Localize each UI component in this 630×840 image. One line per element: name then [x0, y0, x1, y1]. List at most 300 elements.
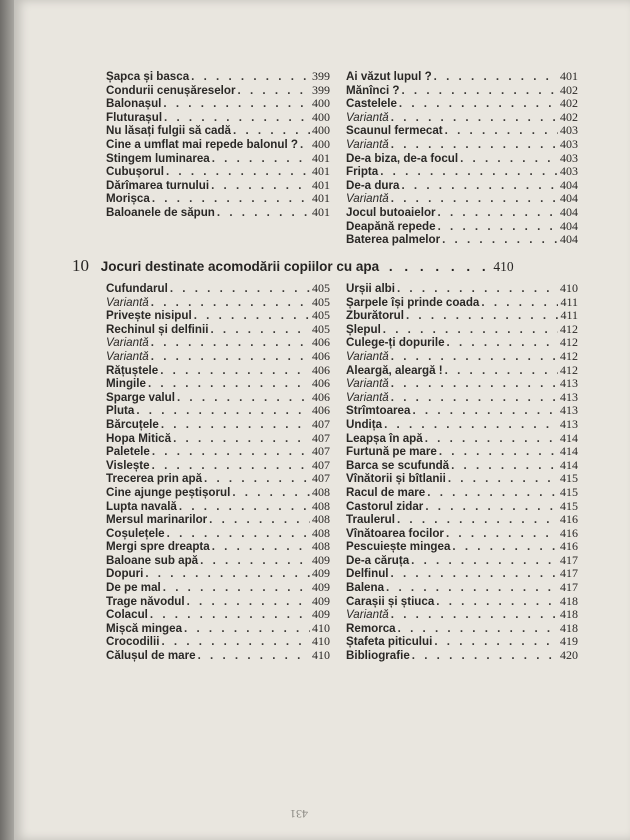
toc-entry-page: 416 [560, 525, 578, 540]
toc-entry-page: 413 [560, 376, 578, 391]
toc-column-bottom-left [106, 282, 330, 663]
toc-entry-title: Condurii cenușăreselor [106, 83, 236, 97]
toc-dot-leader [399, 97, 558, 111]
toc-dot-leader [210, 323, 310, 337]
toc-entry-page: 414 [560, 430, 578, 445]
toc-entry-page: 405 [312, 281, 330, 295]
toc-dot-leader [391, 391, 558, 405]
toc-entry-title: Sparge valul [106, 390, 175, 404]
toc-entry-title: Vislește [106, 458, 150, 472]
toc-entry [346, 220, 578, 234]
toc-dot-leader [386, 581, 558, 595]
toc-entry-page: 402 [560, 109, 578, 124]
toc-entry-title: Pescuiește mingea [346, 540, 451, 554]
toc-entry-title: Bărcuțele [106, 417, 159, 431]
toc-entry [346, 418, 578, 432]
toc-entry [346, 486, 578, 500]
toc-entry-page: 406 [312, 348, 330, 363]
toc-entry-page: 411 [560, 308, 578, 323]
toc-entry-page: 402 [560, 82, 578, 97]
toc-entry [346, 296, 578, 310]
toc-entry [106, 404, 330, 418]
toc-entry-page: 419 [560, 634, 578, 649]
toc-entry-title: Delfinul [346, 567, 389, 581]
toc-dot-leader [163, 97, 310, 111]
toc-dot-leader [439, 445, 558, 459]
toc-entry-title: Dărîmarea turnului [106, 178, 210, 192]
toc-entry-title: Variantă [106, 295, 149, 309]
section-number: 10 [72, 256, 89, 275]
toc-entry [106, 445, 330, 459]
toc-dot-leader [200, 554, 310, 568]
toc-entry-page: 412 [560, 335, 578, 350]
toc-entry-title: Variantă [346, 608, 389, 622]
toc-entry [346, 540, 578, 554]
toc-dot-leader [438, 206, 558, 220]
toc-dot-leader [151, 350, 310, 364]
toc-entry [346, 404, 578, 418]
toc-entry [106, 152, 330, 166]
toc-entry [346, 649, 578, 663]
toc-entry-title: Șarpele își prinde coada [346, 295, 480, 309]
toc-dot-leader [184, 622, 310, 636]
toc-entry-title: Barca se scufundă [346, 458, 450, 472]
toc-dot-leader [209, 513, 310, 527]
toc-entry [346, 309, 578, 323]
toc-entry-title: Traulerul [346, 513, 395, 527]
toc-entry-title: De pe mal [106, 581, 161, 595]
toc-entry-title: Paletele [106, 445, 150, 459]
toc-entry [346, 554, 578, 568]
toc-entry [106, 97, 330, 111]
toc-entry-title: Variantă [346, 192, 389, 206]
toc-dot-leader [425, 432, 558, 446]
toc-dot-leader [152, 192, 310, 206]
toc-dot-leader [179, 500, 310, 514]
book-spine-shadow [0, 0, 14, 840]
toc-entry-title: Dopuri [106, 567, 144, 581]
toc-entry-page: 417 [560, 552, 578, 567]
toc-entry-title: Ai văzut lupul ? [346, 70, 432, 83]
toc-dot-leader [152, 445, 310, 459]
toc-dot-leader [383, 323, 558, 337]
toc-entry-page: 404 [560, 232, 578, 247]
toc-entry-page: 407 [312, 444, 330, 459]
toc-entry-page: 406 [312, 362, 330, 377]
toc-entry-title: Trecerea prin apă [106, 472, 203, 486]
toc-entry-page: 401 [560, 69, 578, 83]
toc-dot-leader [384, 418, 558, 432]
toc-entry-title: Hopa Mitică [106, 431, 172, 445]
toc-dot-leader [391, 138, 558, 152]
toc-entry [346, 111, 578, 125]
toc-dot-leader [438, 220, 558, 234]
toc-entry [346, 192, 578, 206]
toc-entry-title: Bibliografie [346, 649, 410, 663]
toc-entry [346, 377, 578, 391]
toc-entry-title: Urșii albi [346, 282, 395, 295]
toc-entry-page: 413 [560, 403, 578, 418]
toc-entry-page: 406 [312, 389, 330, 404]
toc-dot-leader [398, 622, 558, 636]
toc-dot-leader [187, 595, 310, 609]
toc-entry [106, 472, 330, 486]
toc-entry [346, 472, 578, 486]
toc-entry-title: Variantă [346, 390, 389, 404]
toc-dot-leader [166, 165, 310, 179]
toc-dot-leader [232, 486, 310, 500]
section-title: Jocuri destinate acomodării copiilor cu apa [100, 259, 380, 274]
toc-entry [106, 391, 330, 405]
toc-entry [106, 111, 330, 125]
toc-entry [106, 418, 330, 432]
toc-entry-page: 400 [312, 96, 330, 111]
toc-entry-page: 401 [312, 204, 330, 219]
toc-dot-leader [391, 567, 558, 581]
toc-entry-title: Cubușorul [106, 165, 164, 179]
toc-entry-title: Culege-ți dopurile [346, 336, 445, 350]
toc-entry-page: 418 [560, 593, 578, 608]
toc-entry [106, 635, 330, 649]
toc-dot-leader [448, 472, 558, 486]
toc-entry-title: Rățuștele [106, 363, 159, 377]
toc-entry-title: Zburătorul [346, 309, 404, 323]
toc-dot-leader [411, 554, 558, 568]
toc-dot-leader [397, 282, 558, 296]
toc-entry-page: 408 [312, 539, 330, 554]
toc-dot-leader [145, 567, 310, 581]
toc-entry-title: Leapșa în apă [346, 431, 423, 445]
toc-entry-title: Vînătorii și bîtlanii [346, 472, 446, 486]
toc-dot-leader [161, 635, 310, 649]
toc-entry-title: Scaunul fermecat [346, 124, 443, 138]
toc-entry-title: Aleargă, aleargă ! [346, 363, 443, 377]
toc-entry-page: 403 [560, 150, 578, 165]
toc-dot-leader [177, 391, 310, 405]
toc-entry-page: 402 [560, 96, 578, 111]
toc-entry [106, 608, 330, 622]
toc-entry-page: 413 [560, 389, 578, 404]
toc-entry [346, 527, 578, 541]
toc-dot-leader [194, 309, 310, 323]
toc-entry-title: Balonașul [106, 97, 162, 111]
toc-entry-page: 410 [312, 634, 330, 649]
toc-entry-page: 412 [560, 321, 578, 336]
toc-dot-leader [164, 111, 310, 125]
toc-entry [346, 567, 578, 581]
toc-entry-title: Variantă [346, 110, 389, 124]
toc-entry [106, 282, 330, 296]
toc-entry-page: 412 [560, 348, 578, 363]
toc-entry-page: 408 [312, 484, 330, 499]
toc-entry-page: 406 [312, 376, 330, 391]
toc-entry-title: De-a căruța [346, 553, 410, 567]
toc-entry [106, 581, 330, 595]
toc-entry-title: Variantă [346, 137, 389, 151]
toc-entry-page: 400 [312, 136, 330, 151]
toc-dot-leader [211, 179, 310, 193]
toc-entry-title: Cine ajunge peștișorul [106, 485, 231, 499]
toc-entry-title: Baloanele de săpun [106, 205, 215, 219]
toc-dot-leader [447, 336, 558, 350]
toc-dot-leader [446, 527, 558, 541]
toc-entry-title: Mănînci ? [346, 83, 400, 97]
toc-entry-title: Variantă [106, 336, 149, 350]
toc-entry-title: Crocodilii [106, 635, 160, 649]
toc-entry-page: 401 [312, 177, 330, 192]
toc-dot-leader [445, 364, 558, 378]
toc-entry-page: 408 [312, 525, 330, 540]
section-heading [72, 256, 514, 276]
toc-entry [106, 192, 330, 206]
toc-entry-page: 401 [312, 191, 330, 206]
toc-entry [106, 364, 330, 378]
toc-entry-page: 409 [312, 552, 330, 567]
toc-entry-title: Castelele [346, 97, 397, 111]
toc-entry-page: 409 [312, 593, 330, 608]
toc-column-top-right [346, 70, 578, 247]
toc-entry-page: 414 [560, 444, 578, 459]
toc-entry [106, 309, 330, 323]
toc-entry-page: 407 [312, 430, 330, 445]
toc-entry [106, 377, 330, 391]
toc-entry-page: 407 [312, 471, 330, 486]
toc-entry [346, 282, 578, 296]
toc-entry-title: Călușul de mare [106, 649, 196, 663]
toc-entry-page: 409 [312, 607, 330, 622]
toc-dot-leader [233, 124, 310, 138]
toc-entry [106, 554, 330, 568]
toc-dot-leader [173, 432, 310, 446]
toc-entry-title: Cine a umflat mai repede balonul ? [106, 137, 298, 151]
toc-entry [106, 486, 330, 500]
toc-entry [106, 84, 330, 98]
toc-entry-title: Șlepul [346, 322, 381, 336]
toc-dot-leader [452, 540, 558, 554]
toc-entry [346, 323, 578, 337]
toc-entry [346, 635, 578, 649]
toc-entry-page: 400 [312, 123, 330, 138]
toc-entry [346, 391, 578, 405]
toc-entry-title: Baterea palmelor [346, 233, 441, 247]
toc-entry-title: Carașii și știuca [346, 594, 435, 608]
toc-dot-leader [425, 500, 558, 514]
toc-entry [106, 540, 330, 554]
toc-dot-leader [191, 70, 310, 84]
toc-entry [346, 445, 578, 459]
toc-entry-title: Pluta [106, 404, 135, 418]
toc-entry-title: Privește nisipul [106, 309, 192, 323]
toc-entry [346, 84, 578, 98]
toc-entry [106, 350, 330, 364]
toc-entry-page: 411 [560, 294, 578, 309]
toc-entry-page: 416 [560, 539, 578, 554]
toc-entry [346, 152, 578, 166]
toc-dot-leader [212, 152, 310, 166]
toc-entry-page: 406 [312, 335, 330, 350]
toc-entry [106, 323, 330, 337]
toc-dot-leader [391, 377, 558, 391]
toc-entry [346, 581, 578, 595]
toc-entry-title: Baloane sub apă [106, 553, 199, 567]
toc-entry-title: Remorca [346, 621, 396, 635]
toc-entry-page: 405 [312, 308, 330, 323]
toc-entry [346, 459, 578, 473]
toc-entry-title: Furtună pe mare [346, 445, 437, 459]
toc-dot-leader [391, 608, 558, 622]
toc-entry-page: 412 [560, 362, 578, 377]
toc-entry-page: 404 [560, 218, 578, 233]
toc-entry [346, 364, 578, 378]
toc-entry-page: 409 [312, 580, 330, 595]
toc-dot-leader [391, 111, 558, 125]
toc-dot-leader [212, 540, 310, 554]
toc-entry [106, 124, 330, 138]
toc-entry [106, 649, 330, 663]
toc-dot-leader [152, 459, 310, 473]
toc-entry-page: 415 [560, 471, 578, 486]
toc-entry-title: Rechinul și delfinii [106, 322, 209, 336]
toc-entry [346, 622, 578, 636]
toc-entry [346, 500, 578, 514]
toc-dot-leader [412, 404, 558, 418]
toc-entry-page: 407 [312, 457, 330, 472]
toc-entry-page: 407 [312, 416, 330, 431]
toc-entry-page: 408 [312, 498, 330, 513]
page-number: 431 [290, 807, 308, 821]
toc-entry [346, 179, 578, 193]
toc-entry-title: Mergi spre dreapta [106, 540, 210, 554]
section-page: 410 [493, 259, 514, 274]
toc-entry [106, 432, 330, 446]
toc-entry-page: 404 [560, 204, 578, 219]
toc-entry-title: Mișcă mingea [106, 621, 183, 635]
toc-entry [346, 233, 578, 247]
toc-dot-leader [151, 336, 310, 350]
toc-dot-leader [170, 282, 310, 296]
toc-entry [106, 513, 330, 527]
toc-entry-page: 403 [560, 123, 578, 138]
toc-dot-leader [300, 138, 310, 152]
toc-dot-leader [436, 595, 558, 609]
toc-entry-page: 400 [312, 109, 330, 124]
toc-entry [346, 595, 578, 609]
toc-entry [346, 124, 578, 138]
toc-entry-title: Jocul butoaielor [346, 205, 436, 219]
toc-dot-leader [148, 377, 310, 391]
toc-dot-leader [434, 635, 558, 649]
toc-entry [346, 97, 578, 111]
toc-entry-page: 420 [560, 648, 578, 663]
toc-dot-leader [151, 296, 310, 310]
toc-entry [106, 206, 330, 220]
toc-entry-title: Nu lăsați fulgii să cadă [106, 124, 231, 138]
toc-entry-title: Variantă [106, 349, 149, 363]
toc-dot-leader [442, 233, 558, 247]
toc-entry-page: 404 [560, 191, 578, 206]
toc-entry [106, 138, 330, 152]
toc-dot-leader [401, 84, 558, 98]
toc-entry [346, 206, 578, 220]
toc-entry-title: Morișca [106, 192, 150, 206]
toc-entry-title: Șapca și basca [106, 70, 190, 83]
toc-entry [106, 70, 330, 84]
toc-entry-title: Deapănă repede [346, 219, 436, 233]
toc-entry [106, 296, 330, 310]
toc-entry-title: Mingile [106, 377, 146, 391]
toc-entry-page: 415 [560, 484, 578, 499]
toc-entry-page: 418 [560, 607, 578, 622]
toc-entry-page: 415 [560, 498, 578, 513]
toc-dot-leader [434, 70, 558, 84]
toc-entry [106, 336, 330, 350]
toc-dot-leader [412, 649, 558, 663]
toc-dot-leader [401, 179, 558, 193]
toc-entry-page: 410 [312, 648, 330, 663]
toc-dot-leader [136, 404, 310, 418]
toc-entry-page: 410 [312, 620, 330, 635]
toc-entry-title: Undița [346, 417, 383, 431]
toc-entry-title: Colacul [106, 608, 148, 622]
toc-entry-page: 403 [560, 164, 578, 179]
toc-entry [106, 595, 330, 609]
toc-entry-page: 414 [560, 457, 578, 472]
toc-entry [346, 336, 578, 350]
toc-entry [106, 527, 330, 541]
toc-dot-leader [167, 527, 310, 541]
toc-entry-page: 408 [312, 512, 330, 527]
toc-entry-page: 406 [312, 403, 330, 418]
toc-entry-title: Coșulețele [106, 526, 165, 540]
toc-entry-page: 417 [560, 566, 578, 581]
toc-entry-title: De-a dura [346, 178, 400, 192]
toc-column-top-left [106, 70, 330, 220]
toc-entry-title: Variantă [346, 349, 389, 363]
toc-entry-page: 417 [560, 580, 578, 595]
toc-entry-page: 409 [312, 566, 330, 581]
toc-dot-leader [445, 124, 558, 138]
toc-dot-leader [406, 309, 558, 323]
toc-entry [346, 350, 578, 364]
toc-dot-leader [150, 608, 310, 622]
toc-entry-page: 410 [560, 281, 578, 295]
toc-dot-leader [161, 418, 310, 432]
toc-dot-leader [198, 649, 310, 663]
toc-entry-title: Castorul zidar [346, 499, 424, 513]
toc-entry-page: 418 [560, 620, 578, 635]
toc-entry [346, 513, 578, 527]
toc-dot-leader [163, 581, 310, 595]
toc-entry [106, 179, 330, 193]
toc-dot-leader [217, 206, 310, 220]
toc-entry [106, 567, 330, 581]
toc-dot-leader [238, 84, 310, 98]
toc-entry-title: Lupta navală [106, 499, 177, 513]
toc-entry-title: Stingem luminarea [106, 151, 210, 165]
toc-entry-title: De-a biza, de-a focul [346, 151, 459, 165]
toc-dot-leader [160, 364, 310, 378]
toc-entry [346, 165, 578, 179]
toc-entry-page: 404 [560, 177, 578, 192]
toc-dot-leader [451, 459, 558, 473]
toc-dot-leader [460, 152, 558, 166]
toc-entry-title: Balena [346, 581, 385, 595]
toc-entry [106, 622, 330, 636]
toc-entry [346, 138, 578, 152]
toc-entry [106, 459, 330, 473]
toc-entry-page: 401 [312, 150, 330, 165]
toc-entry-page: 405 [312, 321, 330, 336]
